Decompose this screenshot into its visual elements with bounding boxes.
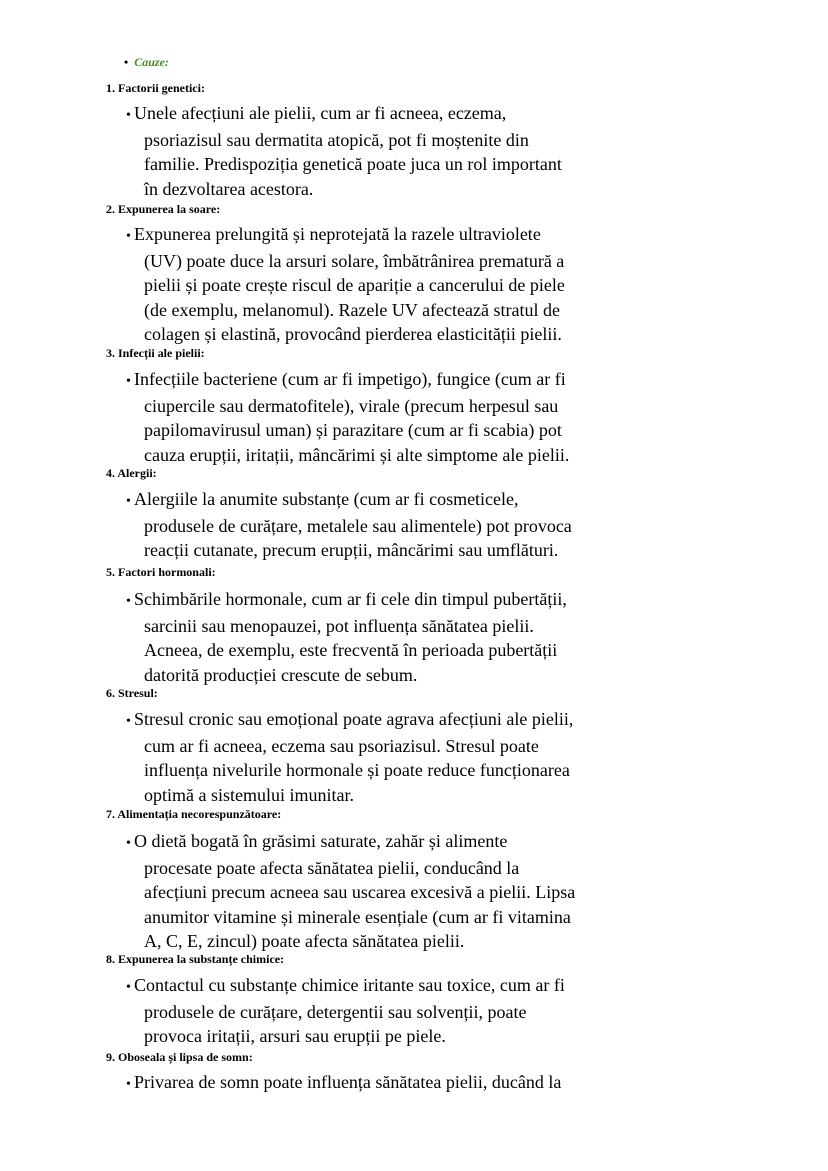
intro-label-text: Cauze: [134, 55, 169, 69]
bullet-icon: • [126, 980, 131, 995]
paragraph-line: papilomavirusul uman) și parazitare (cum ar fi scabia) pot [144, 420, 562, 441]
paragraph-line: influența nivelurile hormonale și poate reduce funcționarea [144, 760, 570, 781]
section-paragraph [126, 487, 646, 563]
bullet-icon: • [126, 229, 131, 244]
paragraph-line: • Expunerea prelungită și neprotejată la razele ultraviolete [126, 222, 646, 249]
section-paragraph [126, 1070, 646, 1097]
paragraph-line: (UV) poate duce la arsuri solare, îmbătrânirea prematură a [144, 251, 565, 272]
paragraph-line: • Infecțiile bacteriene (cum ar fi impetigo), fungice (cum ar fi [126, 367, 646, 394]
paragraph-line: provoca iritații, arsuri sau erupții pe piele. [144, 1026, 446, 1047]
section-heading: 8. Expunerea la substanțe chimice: [106, 952, 285, 966]
bullet-icon: • [126, 836, 131, 851]
paragraph-line: optimă a sistemului imunitar. [144, 784, 354, 805]
paragraph-line: Acneea, de exemplu, este frecventă în perioada pubertății [144, 640, 558, 661]
paragraph-line: A, C, E, zincul) poate afecta sănătatea pielii. [144, 930, 465, 951]
section-paragraph [126, 101, 646, 201]
section-paragraph [126, 829, 646, 953]
section-heading: 4. Alergii: [106, 466, 157, 480]
bullet-icon: • [126, 494, 131, 509]
paragraph-line: • Unele afecțiuni ale pielii, cum ar fi acneea, eczema, [126, 101, 646, 128]
bullet-icon: • [126, 1077, 131, 1092]
paragraph-line: afecțiuni precum acneea sau uscarea excesivă a pielii. Lipsa [144, 882, 576, 903]
paragraph-line: cum ar fi acneea, eczema sau psoriazisul. Stresul poate [144, 736, 539, 757]
bullet-icon: • [126, 714, 131, 729]
paragraph-line: • Stresul cronic sau emoțional poate agrava afecțiuni ale pielii, [126, 707, 646, 734]
intro-label [124, 55, 169, 70]
section-heading: 5. Factori hormonali: [106, 565, 216, 579]
section-paragraph [126, 707, 646, 807]
paragraph-line: • Contactul cu substanțe chimice iritante sau toxice, cum ar fi [126, 973, 646, 1000]
section-paragraph [126, 973, 646, 1049]
paragraph-line: ciupercile sau dermatofitele), virale (precum herpesul sau [144, 396, 559, 417]
paragraph-line: datorită producției crescute de sebum. [144, 664, 418, 685]
paragraph-line: produsele de curățare, detergentii sau solvenții, poate [144, 1002, 527, 1023]
section-paragraph [126, 587, 646, 687]
paragraph-line: anumitor vitamine și minerale esențiale (cum ar fi vitamina [144, 906, 571, 927]
section-paragraph [126, 367, 646, 467]
section-heading: 2. Expunerea la soare: [106, 202, 221, 216]
section-heading: 9. Oboseala și lipsa de somn: [106, 1050, 253, 1064]
paragraph-line: colagen și elastină, provocând pierderea elasticității pielii. [144, 323, 562, 344]
paragraph-line: produsele de curățare, metalele sau alimentele) pot provoca [144, 516, 572, 537]
bullet-icon: • [126, 594, 131, 609]
bullet-icon: • [126, 374, 131, 389]
paragraph-line: psoriazisul sau dermatita atopică, pot fi moștenite din [144, 130, 529, 151]
section-heading: 7. Alimentația necorespunzătoare: [106, 807, 282, 821]
section-heading: 1. Factorii genetici: [106, 81, 205, 95]
bullet-icon: • [126, 108, 131, 123]
paragraph-line: familie. Predispoziția genetică poate juca un rol important [144, 154, 562, 175]
bullet-icon: • [124, 55, 129, 69]
paragraph-line: reacții cutanate, precum erupții, mâncărimi sau umflături. [144, 540, 559, 561]
paragraph-line: (de exemplu, melanomul). Razele UV afectează stratul de [144, 299, 560, 320]
paragraph-line: în dezvoltarea acestora. [144, 178, 314, 199]
paragraph-line: • Privarea de somn poate influența sănătatea pielii, ducând la [126, 1070, 646, 1097]
section-heading: 6. Stresul: [106, 686, 158, 700]
section-paragraph [126, 222, 646, 346]
paragraph-line: • Schimbările hormonale, cum ar fi cele din timpul pubertății, [126, 587, 646, 614]
paragraph-line: cauza erupții, iritații, mâncărimi și alte simptome ale pielii. [144, 444, 570, 465]
paragraph-line: • Alergiile la anumite substanțe (cum ar fi cosmeticele, [126, 487, 646, 514]
section-heading: 3. Infecții ale pielii: [106, 346, 205, 360]
paragraph-line: • O dietă bogată în grăsimi saturate, zahăr și alimente [126, 829, 646, 856]
paragraph-line: pielii și poate crește riscul de apariție a cancerului de piele [144, 275, 565, 296]
paragraph-line: sarcinii sau menopauzei, pot influența sănătatea pielii. [144, 616, 534, 637]
paragraph-line: procesate poate afecta sănătatea pielii, conducând la [144, 858, 520, 879]
